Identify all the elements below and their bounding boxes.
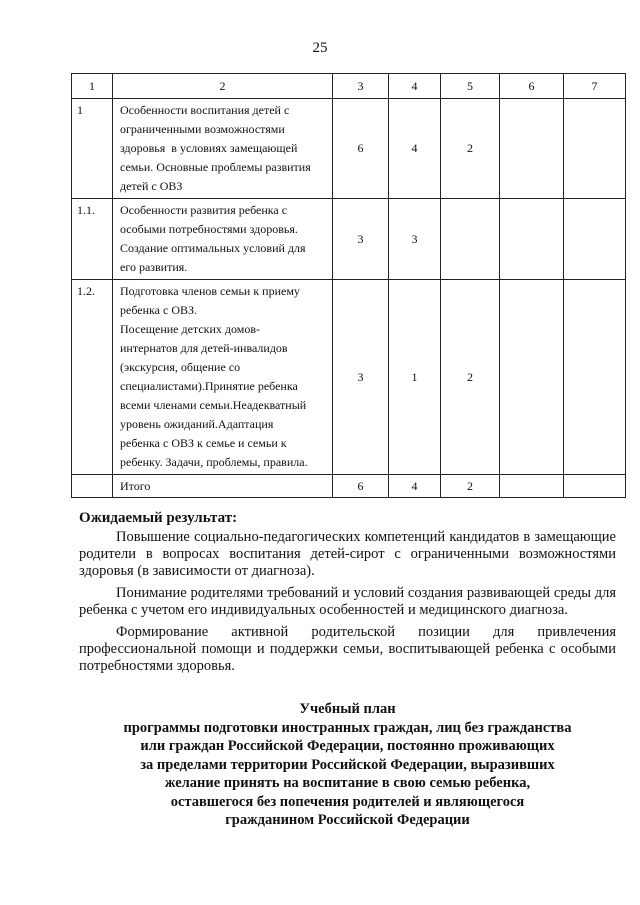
result-paragraph: Понимание родителями требований и условий создания развивающей среды для ребенка с учетом его индивидуальных особенностей и медицинского диагноза. bbox=[79, 585, 616, 618]
row-topic bbox=[113, 199, 333, 280]
topic-line: ребенка с ОВЗ к семье и семьи к bbox=[120, 436, 287, 450]
total-number bbox=[72, 475, 113, 498]
total-col4: 4 bbox=[389, 475, 441, 498]
topic-line: Особенности развития ребенка с bbox=[120, 203, 288, 217]
cell-col3: 3 bbox=[333, 280, 389, 475]
expected-result-body bbox=[79, 529, 616, 675]
topic-line: всеми членами семьи.Неадекватный bbox=[120, 398, 307, 412]
cell-col3: 3 bbox=[333, 199, 389, 280]
header-cell-2: 2 bbox=[113, 74, 333, 99]
table-row bbox=[72, 199, 626, 280]
cell-col7 bbox=[564, 280, 626, 475]
cell-col7 bbox=[564, 199, 626, 280]
table-row bbox=[72, 99, 626, 199]
total-label: Итого bbox=[113, 475, 333, 498]
cell-col4: 3 bbox=[389, 199, 441, 280]
header-cell-1: 1 bbox=[72, 74, 113, 99]
header-cell-7: 7 bbox=[564, 74, 626, 99]
row-number: 1.1. bbox=[72, 199, 113, 280]
result-paragraph: Повышение социально-педагогических компетенций кандидатов в замещающие родители в вопросах воспитания детей-сирот с ограниченными возможностями здоровья (в зависимости от диагноза). bbox=[79, 529, 616, 579]
header-cell-5: 5 bbox=[441, 74, 500, 99]
topic-line: (экскурсия, общение со bbox=[120, 360, 241, 374]
cell-col6 bbox=[500, 280, 564, 475]
cell-col6 bbox=[500, 99, 564, 199]
page-number: 25 bbox=[312, 40, 328, 56]
title-line: Учебный план bbox=[299, 701, 396, 717]
cell-col5 bbox=[441, 199, 500, 280]
topic-line: здоровья в условиях замещающей bbox=[120, 141, 298, 155]
topic-line: специалистами).Принятие ребенка bbox=[120, 379, 298, 393]
row-number: 1.2. bbox=[72, 280, 113, 475]
cell-col4: 4 bbox=[389, 99, 441, 199]
title-line: оставшегося без попечения родителей и являющегося bbox=[170, 793, 525, 810]
table-row bbox=[72, 280, 626, 475]
curriculum-table bbox=[71, 73, 626, 498]
header-cell-6: 6 bbox=[500, 74, 564, 99]
topic-line: детей с ОВЗ bbox=[120, 179, 183, 193]
total-col7 bbox=[564, 475, 626, 498]
result-paragraph: Формирование активной родительской позиции для привлечения профессиональной помощи и поддержки семьи, воспитывающей ребенка с особыми потребностями здоровья. bbox=[79, 624, 616, 674]
title-line: за пределами территории Российской Федерации, выразивших bbox=[140, 756, 555, 773]
topic-line: ребенка с ОВЗ. bbox=[120, 303, 198, 317]
cell-col3: 6 bbox=[333, 99, 389, 199]
topic-line: ограниченными возможностями bbox=[120, 122, 285, 136]
cell-col6 bbox=[500, 199, 564, 280]
row-number: 1 bbox=[72, 99, 113, 199]
title-line: желание принять на воспитание в свою семью ребенка, bbox=[164, 775, 531, 791]
topic-line: ребенку. Задачи, проблемы, правила. bbox=[120, 455, 308, 469]
cell-col5: 2 bbox=[441, 280, 500, 475]
table-header-row bbox=[72, 74, 626, 99]
topic-line: его развития. bbox=[120, 260, 188, 274]
total-col5: 2 bbox=[441, 475, 500, 498]
row-topic bbox=[113, 280, 333, 475]
topic-line: Подготовка членов семьи к приему bbox=[120, 284, 300, 298]
title-line: программы подготовки иностранных граждан, лиц без гражданства bbox=[123, 719, 572, 736]
total-col6 bbox=[500, 475, 564, 498]
cell-col5: 2 bbox=[441, 99, 500, 199]
expected-result-heading: Ожидаемый результат: bbox=[79, 510, 238, 526]
topic-line: Особенности воспитания детей с bbox=[120, 103, 290, 117]
topic-line: семьи. Основные проблемы развития bbox=[120, 160, 311, 174]
cell-col4: 1 bbox=[389, 280, 441, 475]
topic-line: Создание оптимальных условий для bbox=[120, 241, 306, 255]
topic-line: особыми потребностями здоровья. bbox=[120, 222, 298, 236]
header-cell-4: 4 bbox=[389, 74, 441, 99]
title-line: или граждан Российской Федерации, постоянно проживающих bbox=[140, 738, 555, 754]
topic-line: интернатов для детей-инвалидов bbox=[120, 341, 288, 355]
topic-line: Посещение детских домов- bbox=[120, 322, 261, 336]
row-topic bbox=[113, 99, 333, 199]
total-col3: 6 bbox=[333, 475, 389, 498]
curriculum-plan-title bbox=[79, 700, 616, 830]
cell-col7 bbox=[564, 99, 626, 199]
table-total-row bbox=[72, 475, 626, 498]
title-line: гражданином Российской Федерации bbox=[225, 812, 470, 828]
header-cell-3: 3 bbox=[333, 74, 389, 99]
topic-line: уровень ожиданий.Адаптация bbox=[120, 417, 274, 431]
